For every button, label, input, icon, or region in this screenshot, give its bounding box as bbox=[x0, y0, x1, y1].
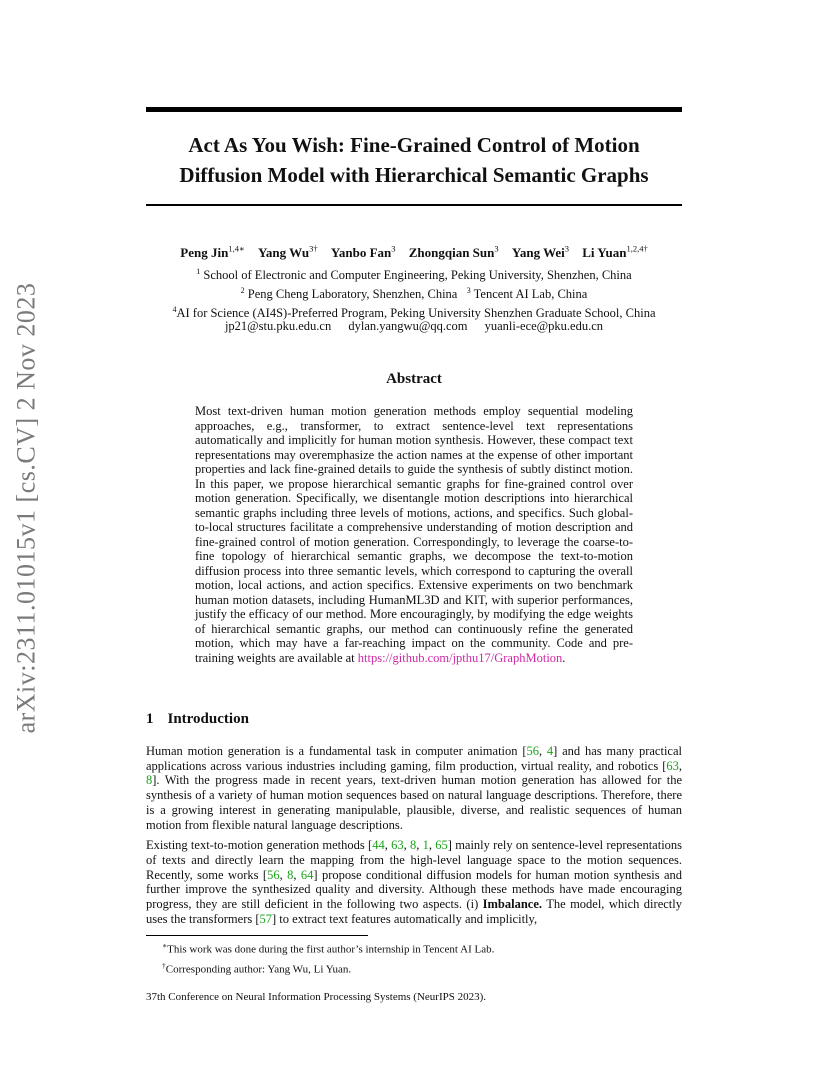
section-title: Introduction bbox=[167, 711, 249, 727]
title-line-1: Act As You Wish: Fine-Grained Control of Motion bbox=[188, 133, 640, 157]
affiliation-4: $^4$AI for Science (AI4S)-Preferred Program, Peking University Shenzhen Graduate School, China bbox=[172, 305, 656, 321]
citation-link[interactable]: 63 bbox=[666, 758, 679, 773]
citation-link[interactable]: 63 bbox=[391, 838, 404, 853]
paper-title bbox=[146, 130, 682, 190]
citation-link[interactable]: 64 bbox=[300, 867, 314, 882]
citation-link[interactable]: 4 bbox=[546, 744, 554, 758]
section-number: 1 bbox=[146, 711, 154, 727]
email: yuanli-ece@pku.edu.cn bbox=[484, 319, 604, 333]
citation-link[interactable]: 8 bbox=[146, 773, 153, 788]
arxiv-identifier bbox=[6, 258, 46, 758]
footnote-rule bbox=[146, 935, 368, 936]
citation-link[interactable]: 44 bbox=[372, 838, 385, 853]
paragraph: Human motion generation is a fundamental task in computer animation [56, 4] and has many practical applications across various industries including gaming, film production, virtual reality, and robotics [63, 8]. With the progress made in recent years, text-driven human motion generation has allowed for the synthesis of a variety of human motion sequences based on natural language descriptions. Therefore, there is a growing interest in generating manipulable, plausible, diverse, and realistic sequences of human motion from flexible natural language descriptions. bbox=[146, 744, 682, 832]
abstract-body: Most text-driven human motion generation methods employ sequential modeling approaches, e.g., transformer, to extract sentence-level text representations automatically and implicitly for human motion synthesis. However, these compact text representations may overemphasize the action names at the expense of other important properties and lack fine-grained details to guide the synthesis of subtly distinct motion. In this paper, we propose hierarchical semantic graphs for fine-grained control over motion generation. Specifically, we disentangle motion descriptions into hierarchical semantic graphs including three levels of motions, actions, and specifics. Such global-to-local structures facilitate a comprehensive understanding of motion description and fine-grained control of motion generation. Correspondingly, to leverage the coarse-to-fine topology of hierarchical semantic graphs, we decompose the text-to-motion diffusion process into three semantic levels, which correspond to capturing the overall motion, local actions, and action specifics. Extensive experiments on two benchmark human motion datasets, including HumanML3D and KIT, with superior performances, justify the efficacy of our method. More encouragingly, by modifying the edge weights of hierarchical semantic graphs, our method can continuously refine the generated motion, which may have a far-reaching impact on the community. Code and pre-training weights are available at https://github.com/jpthu17/GraphMotion. bbox=[195, 404, 633, 665]
citation-link[interactable]: 56 bbox=[526, 744, 539, 758]
footnote-1: ∗This work was done during the first author’s internship in Tencent AI Lab. bbox=[162, 941, 495, 956]
author-emails bbox=[146, 318, 682, 334]
paragraph: Existing text-to-motion generation methods [44, 63, 8, 1, 65] mainly rely on sentence-level representations of texts and directly learn the mapping from the high-level language space to the motion sequences. Recently, some works [56, 8, 64] propose conditional diffusion models for human motion synthesis and further improve the synthesized quality and diversity. Although these methods have made encouraging progress, they are still deficient in the following two aspects. (i) Imbalance. The model, which directly uses the transformers [57] to extract text features automatically and implicitly, bbox=[146, 838, 683, 926]
footnote-2: †Corresponding author: Yang Wu, Li Yuan. bbox=[162, 960, 352, 976]
citation-link[interactable]: 57 bbox=[259, 911, 273, 926]
author: Li Yuan$^{1,2,4\dagger}$ bbox=[582, 244, 648, 261]
citation-link[interactable]: 8 bbox=[287, 867, 294, 882]
citation-link[interactable]: 8 bbox=[409, 838, 417, 853]
citation-link[interactable]: 56 bbox=[267, 867, 280, 882]
title-bottom-rule bbox=[146, 204, 682, 206]
author: Yang Wei$^3$ bbox=[511, 244, 569, 261]
abstract-heading: Abstract bbox=[386, 371, 442, 387]
affiliation-2-3: $^2$ Peng Cheng Laboratory, Shenzhen, China $^3$ Tencent AI Lab, China bbox=[240, 286, 588, 302]
citation-link[interactable]: 1 bbox=[422, 838, 429, 853]
conference-note: 37th Conference on Neural Information Processing Systems (NeurIPS 2023). bbox=[146, 991, 487, 1003]
author: Peng Jin$^{1,4∗}$ bbox=[180, 244, 245, 261]
emphasis-imbalance: Imbalance. bbox=[482, 897, 543, 912]
section-heading bbox=[146, 711, 249, 728]
introduction-body bbox=[146, 744, 682, 932]
author-list bbox=[146, 240, 682, 262]
title-top-rule bbox=[146, 107, 682, 112]
citation-link[interactable]: 65 bbox=[435, 838, 448, 853]
affiliations bbox=[146, 264, 682, 321]
affiliation-1: $^1$ School of Electronic and Computer Engineering, Peking University, Shenzhen, China bbox=[196, 267, 632, 283]
title-line-2: Diffusion Model with Hierarchical Semantic Graphs bbox=[179, 163, 649, 187]
author: Yanbo Fan$^3$ bbox=[330, 244, 396, 261]
email: jp21@stu.pku.edu.cn bbox=[224, 319, 332, 333]
code-link[interactable]: https://github.com/jpthu17/GraphMotion bbox=[357, 650, 563, 665]
author: Yang $Wu^{3\dagger}$ bbox=[257, 244, 318, 261]
author: Zhongqian Sun$^3$ bbox=[408, 244, 499, 261]
footnotes bbox=[162, 938, 494, 977]
email: dylan.yangwu@qq.com bbox=[348, 319, 468, 333]
arxiv-identifier-text: arXiv:2311.01015v1 [cs.CV] 2 Nov 2023 bbox=[11, 282, 41, 734]
